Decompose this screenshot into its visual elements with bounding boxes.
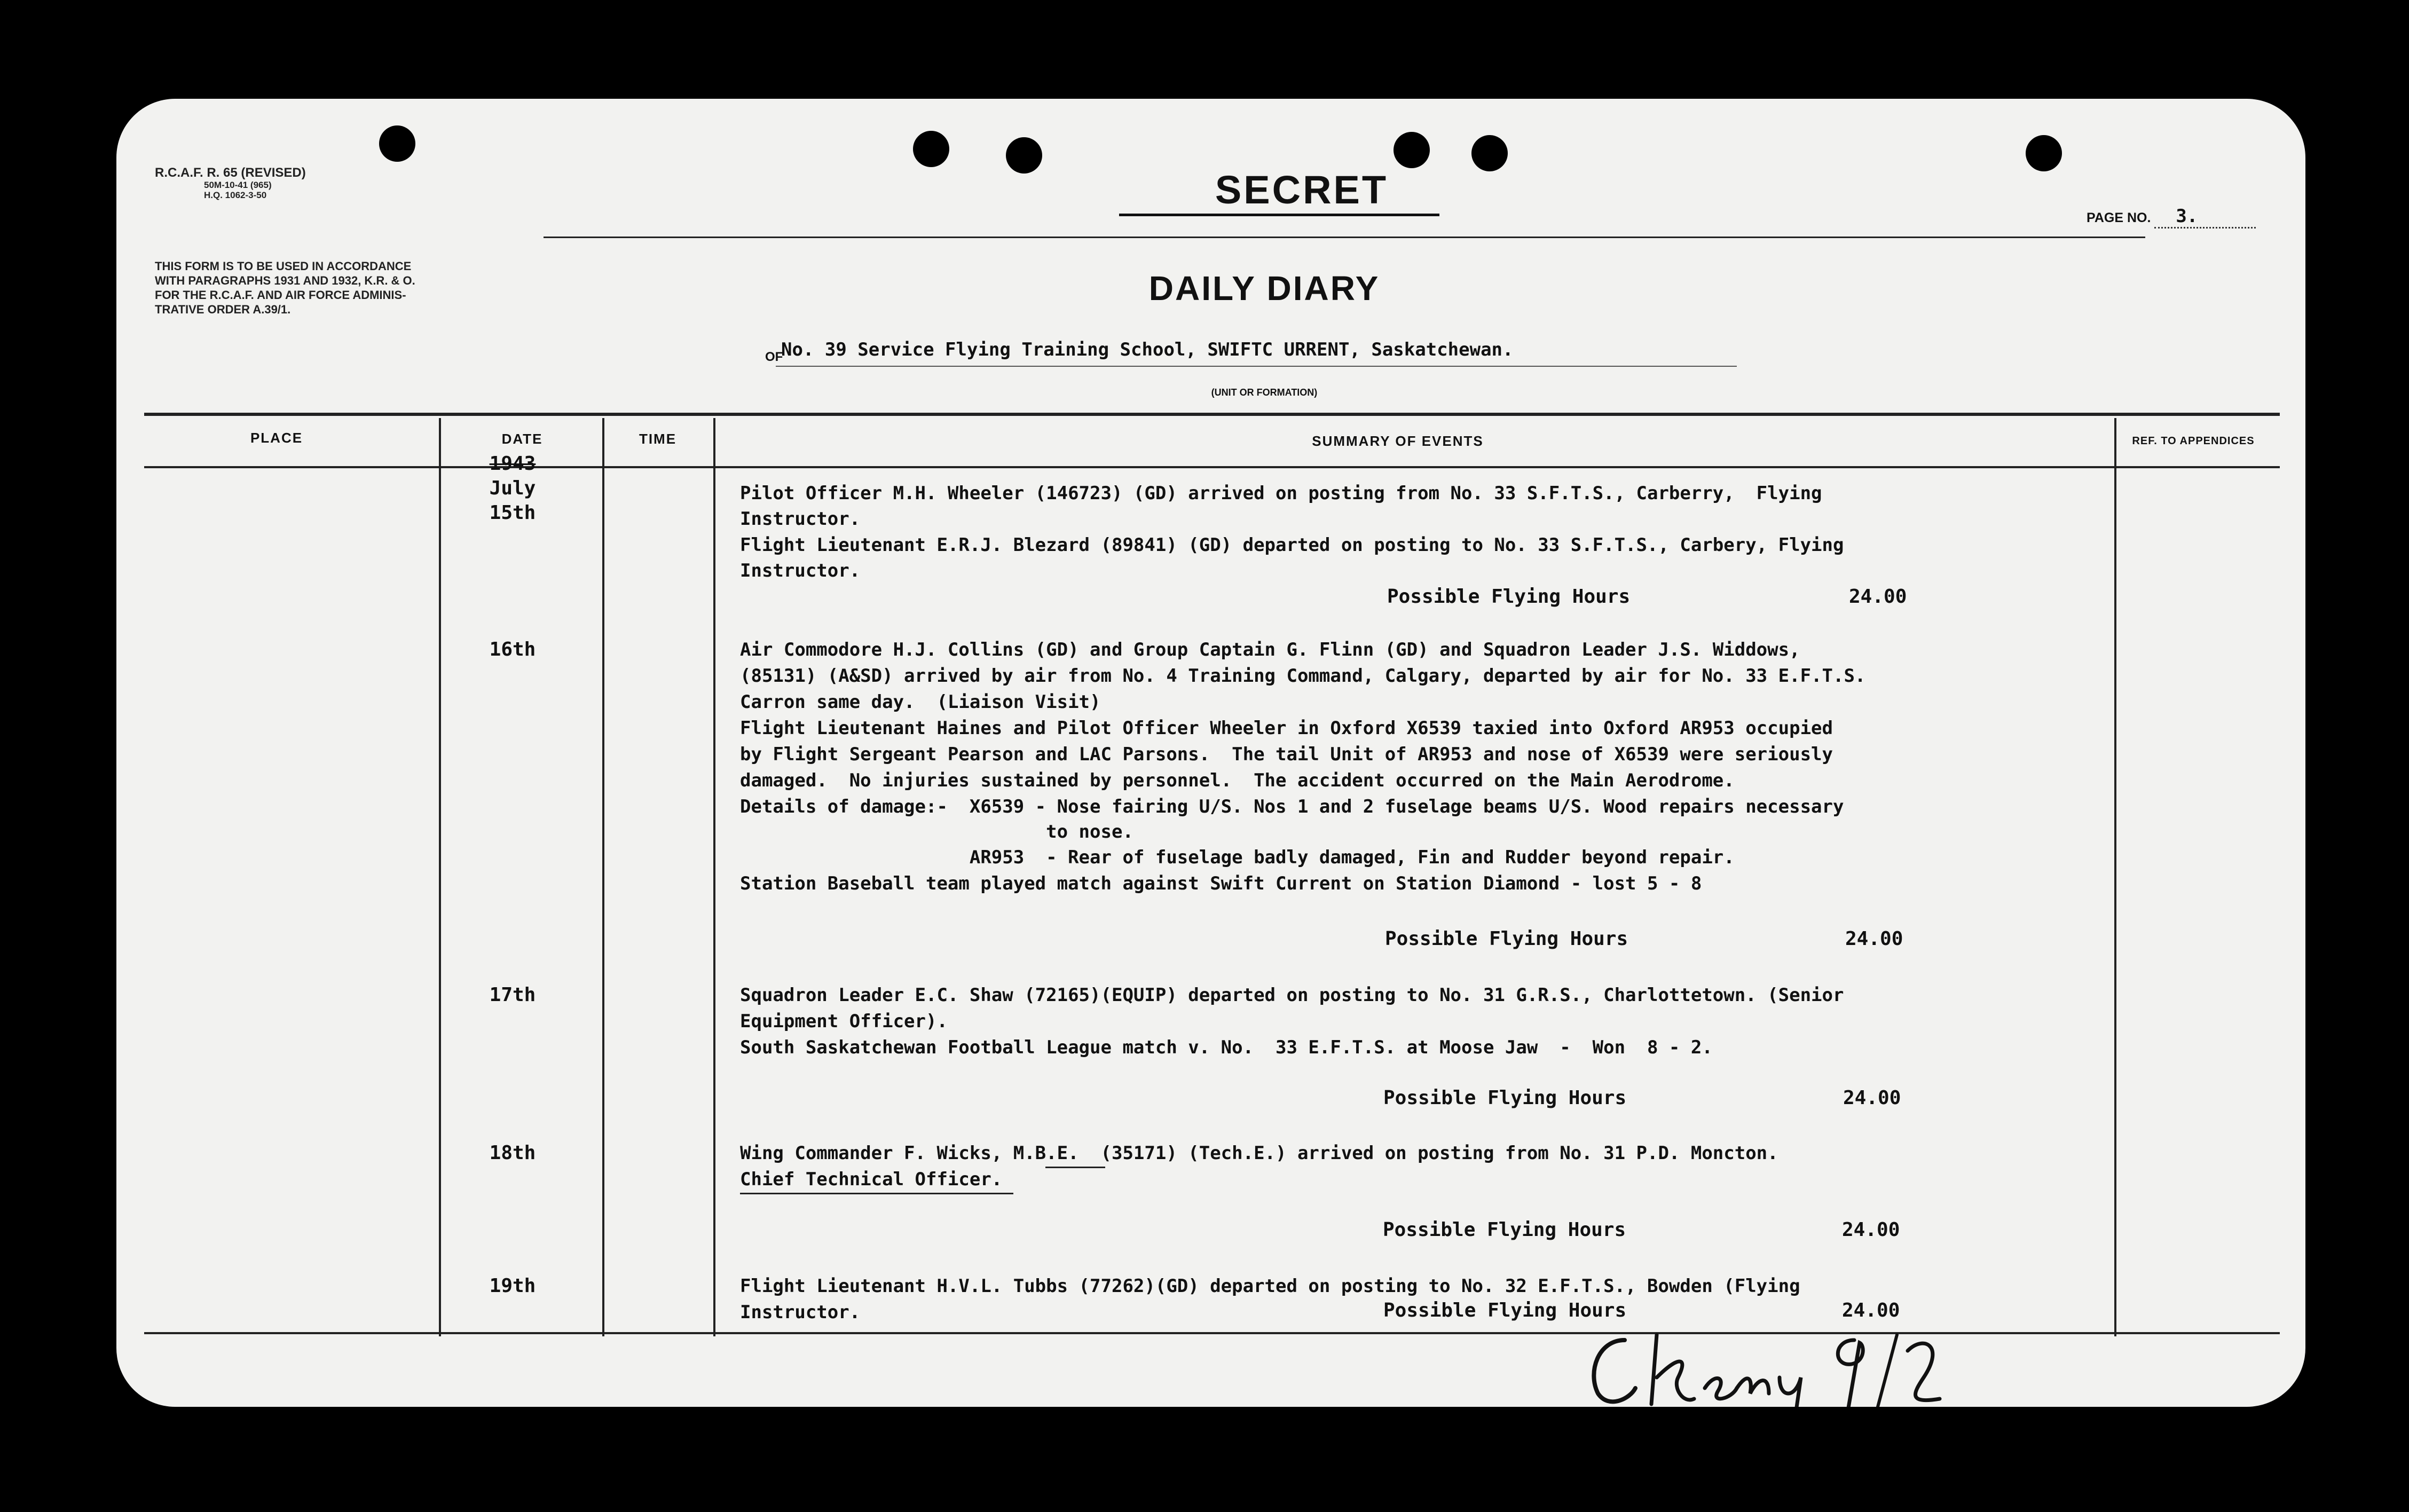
entry-line: Equipment Officer). bbox=[740, 1011, 948, 1032]
entry-line: to nose. bbox=[740, 821, 1133, 842]
column-divider bbox=[2114, 418, 2116, 1336]
entry-month: July bbox=[489, 477, 536, 499]
diary-sheet bbox=[116, 99, 2305, 1407]
flying-hours-value: 24.00 bbox=[1845, 928, 1903, 950]
entry-line: Squadron Leader E.C. Shaw (72165)(EQUIP) departed on posting to No. 31 G.R.S., Charlottetown. (Senior bbox=[740, 985, 1844, 1006]
punch-hole bbox=[913, 131, 949, 167]
col-date: DATE bbox=[501, 431, 543, 447]
flying-hours-label: Possible Flying Hours bbox=[1387, 586, 1631, 608]
table-top-rule bbox=[144, 413, 2280, 416]
entry-line: Instructor. bbox=[740, 560, 861, 581]
flying-hours-value: 24.00 bbox=[1842, 1219, 1900, 1241]
secret-underline bbox=[1119, 214, 1439, 216]
instruction-line: WITH PARAGRAPHS 1931 AND 1932, K.R. & O. bbox=[155, 274, 415, 287]
entry-line: Air Commodore H.J. Collins (GD) and Group Captain G. Flinn (GD) and Squadron Leader J.S. Widdows, bbox=[740, 639, 1800, 660]
mbe-underline bbox=[1045, 1167, 1105, 1168]
form-code-sub2: H.Q. 1062-3-50 bbox=[204, 190, 267, 200]
punch-hole bbox=[2026, 135, 2062, 171]
entry-line: Carron same day. (Liaison Visit) bbox=[740, 691, 1101, 713]
form-code-sub1: 50M-10-41 (965) bbox=[204, 180, 272, 190]
of-label: OF bbox=[765, 350, 783, 364]
col-summary: SUMMARY OF EVENTS bbox=[1312, 433, 1484, 449]
column-divider bbox=[602, 418, 604, 1336]
page-number-value: 3. bbox=[2154, 206, 2256, 229]
entry-line: by Flight Sergeant Pearson and LAC Parsons. The tail Unit of AR953 and nose of X6539 were seriously bbox=[740, 744, 1833, 765]
officer-underline bbox=[740, 1193, 1013, 1194]
entry-line: Flight Lieutenant H.V.L. Tubbs (77262)(GD) departed on posting to No. 32 E.F.T.S., Bowden (Flying bbox=[740, 1275, 1800, 1297]
flying-hours-label: Possible Flying Hours bbox=[1383, 1300, 1627, 1321]
entry-line: AR953 - Rear of fuselage badly damaged, Fin and Rudder beyond repair. bbox=[740, 847, 1735, 868]
entry-date-19: 19th bbox=[489, 1275, 536, 1297]
entry-line: Chief Technical Officer. bbox=[740, 1169, 1003, 1190]
entry-line: South Saskatchewan Football League match v. No. 33 E.F.T.S. at Moose Jaw - Won 8 - 2. bbox=[740, 1037, 1713, 1058]
entry-date-16: 16th bbox=[489, 639, 536, 660]
entry-year: 1943 bbox=[489, 453, 536, 475]
form-code-line: R.C.A.F. R. 65 (REVISED) bbox=[155, 166, 306, 180]
flying-hours-value: 24.00 bbox=[1849, 586, 1907, 608]
header-rule bbox=[544, 237, 2145, 238]
flying-hours-label: Possible Flying Hours bbox=[1385, 928, 1628, 950]
unit-underline bbox=[776, 366, 1737, 367]
flying-hours-label: Possible Flying Hours bbox=[1383, 1087, 1627, 1109]
form-code bbox=[155, 166, 306, 200]
entry-line: damaged. No injuries sustained by personnel. The accident occurred on the Main Aerodrome. bbox=[740, 770, 1735, 791]
entry-line: Details of damage:- X6539 - Nose fairing U/S. Nos 1 and 2 fuselage beams U/S. Wood repairs necessary bbox=[740, 796, 1844, 817]
col-ref: REF. TO APPENDICES bbox=[2132, 435, 2255, 447]
entry-line: Flight Lieutenant Haines and Pilot Officer Wheeler in Oxford X6539 taxied into Oxford AR953 occupied bbox=[740, 718, 1833, 739]
instruction-line: FOR THE R.C.A.F. AND AIR FORCE ADMINIS- bbox=[155, 288, 406, 302]
instruction-line: TRATIVE ORDER A.39/1. bbox=[155, 303, 291, 316]
diary-title: DAILY DIARY bbox=[1148, 269, 1380, 308]
entry-line: Pilot Officer M.H. Wheeler (146723) (GD) arrived on posting from No. 33 S.F.T.S., Carberry, Flying bbox=[740, 483, 1822, 504]
handwritten-signature bbox=[1577, 1319, 1993, 1407]
unit-name: No. 39 Service Flying Training School, SWIFTC URRENT, Saskatchewan. bbox=[781, 339, 1514, 360]
entry-date-17: 17th bbox=[489, 984, 536, 1006]
secret-heading: SECRET bbox=[1215, 168, 1389, 212]
flying-hours-value: 24.00 bbox=[1843, 1087, 1901, 1109]
form-instructions bbox=[155, 259, 415, 317]
entry-line: Instructor. bbox=[740, 1302, 861, 1323]
entry-line: Flight Lieutenant E.R.J. Blezard (89841) (GD) departed on posting to No. 33 S.F.T.S., Carbery, Flying bbox=[740, 534, 1844, 556]
col-time: TIME bbox=[639, 431, 677, 447]
entry-line: Wing Commander F. Wicks, M.B.E. (35171) (Tech.E.) arrived on posting from No. 31 P.D. Moncton. bbox=[740, 1143, 1778, 1164]
punch-hole bbox=[379, 125, 415, 162]
column-divider bbox=[713, 418, 715, 1336]
column-divider bbox=[439, 418, 441, 1336]
unit-caption: (UNIT OR FORMATION) bbox=[1211, 387, 1318, 398]
page-number bbox=[2087, 206, 2256, 229]
entry-line: (85131) (A&SD) arrived by air from No. 4 Training Command, Calgary, departed by air for No. 33 E.F.T.S. bbox=[740, 665, 1866, 687]
entry-line: Instructor. bbox=[740, 508, 861, 530]
entry-line: Station Baseball team played match against Swift Current on Station Diamond - lost 5 - 8 bbox=[740, 873, 1702, 894]
punch-hole bbox=[1394, 132, 1430, 168]
instruction-line: THIS FORM IS TO BE USED IN ACCORDANCE bbox=[155, 259, 412, 273]
entry-date-18: 18th bbox=[489, 1142, 536, 1164]
entry-date-15: 15th bbox=[489, 502, 536, 524]
page-number-label: PAGE NO. bbox=[2087, 210, 2151, 225]
flying-hours-value: 24.00 bbox=[1842, 1300, 1900, 1321]
punch-hole bbox=[1006, 137, 1042, 174]
col-place: PLACE bbox=[250, 430, 303, 446]
punch-hole bbox=[1471, 135, 1508, 171]
flying-hours-label: Possible Flying Hours bbox=[1383, 1219, 1626, 1241]
